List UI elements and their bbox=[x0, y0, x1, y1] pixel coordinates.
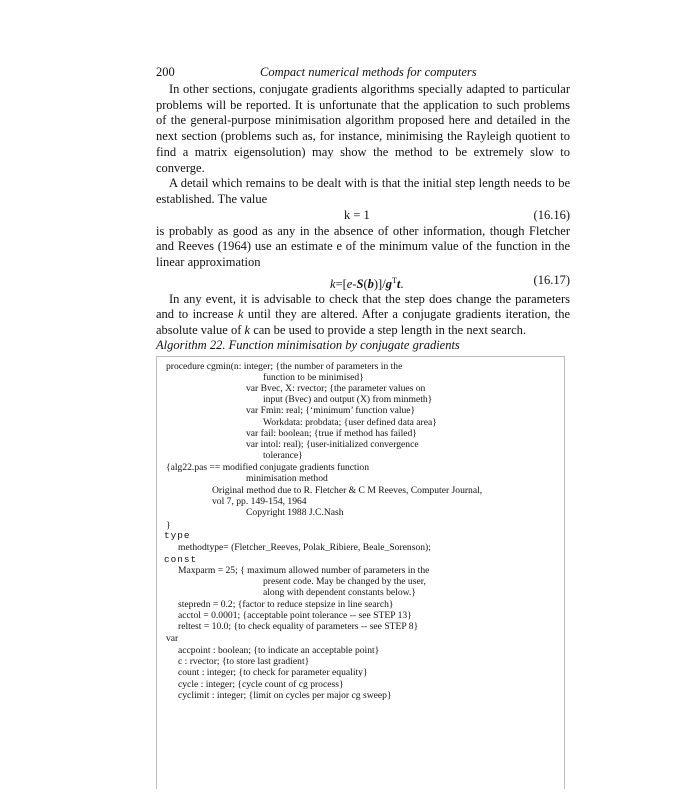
eq-symbol: k bbox=[330, 276, 336, 291]
eq-symbol: )]/ bbox=[373, 276, 386, 291]
code-line: stepredn = 0.2; {factor to reduce stepsize in line search} bbox=[178, 599, 394, 610]
page-number: 200 bbox=[156, 65, 175, 79]
code-line: var intol: real); {user-initialized convergence bbox=[246, 439, 419, 450]
page-header bbox=[156, 64, 570, 80]
code-line: count : integer; {to check for parameter equality} bbox=[178, 667, 368, 678]
equation-expression bbox=[330, 273, 403, 293]
code-line: Original method due to R. Fletcher & C M Reeves, Computer Journal, bbox=[212, 485, 483, 496]
equation-number: (16.16) bbox=[533, 207, 570, 222]
code-line: input (Bvec) and output (X) from minmeth} bbox=[263, 394, 433, 405]
text-run: In any event, it is advisable to check that the step does change the parameters and to increase bbox=[156, 291, 570, 322]
paragraph bbox=[156, 292, 570, 339]
eq-symbol: S bbox=[356, 276, 364, 291]
paragraph: In other sections, conjugate gradients algorithms specially adapted to particular problems will be reported. It is unfortunate that the application to such problems of the general-purpose minimisation algorithm proposed here and detailed in the next section (problems such as, for instance, minimising the Rayleigh quotient to find a matrix eigensolution) may show the method to be extremely slow to converge. bbox=[156, 82, 570, 175]
equation-number: (16.17) bbox=[533, 272, 570, 287]
eq-symbol: e bbox=[346, 276, 353, 291]
eq-symbol: t bbox=[396, 276, 401, 291]
equation-16-16 bbox=[156, 208, 570, 224]
code-line: acctol = 0.0001; {acceptable point tolerance -- see STEP 13} bbox=[178, 610, 412, 621]
code-line: cycle : integer; {cycle count of cg process} bbox=[178, 679, 344, 690]
code-line: cyclimit : integer; {limit on cycles per major cg sweep} bbox=[178, 690, 392, 701]
code-line: Copyright 1988 J.C.Nash bbox=[246, 507, 344, 518]
code-line: c : rvector; {to store last gradient} bbox=[178, 656, 310, 667]
eq-symbol: . bbox=[400, 276, 404, 291]
code-keyword: const bbox=[164, 554, 198, 565]
equation-16-17 bbox=[156, 273, 570, 289]
code-line: present code. May be changed by the user, bbox=[263, 576, 426, 587]
text-run: can be used to provide a step length in the next search. bbox=[250, 323, 527, 338]
code-line: vol 7, pp. 149-154, 1964 bbox=[212, 496, 307, 507]
code-line: function to be minimised} bbox=[263, 372, 364, 383]
code-line: reltest = 10.0; {to check equality of parameters -- see STEP 8} bbox=[178, 621, 419, 632]
code-line: Maxparm = 25; { maximum allowed number of parameters in the bbox=[178, 565, 430, 576]
eq-symbol: b bbox=[367, 276, 374, 291]
code-line: methodtype= (Fletcher_Reeves, Polak_Ribiere, Beale_Sorenson); bbox=[178, 542, 431, 553]
code-line: accpoint : boolean; {to indicate an acceptable point} bbox=[178, 645, 380, 656]
text-run: k bbox=[244, 323, 251, 338]
paragraph: A detail which remains to be dealt with is that the initial step length needs to be established. The value bbox=[156, 176, 570, 206]
algorithm-caption: Algorithm 22. Function minimisation by conjugate gradients bbox=[156, 338, 460, 352]
code-keyword: type bbox=[164, 530, 191, 541]
code-line: tolerance} bbox=[263, 450, 303, 461]
code-line: {alg22.pas == modified conjugate gradients function bbox=[166, 462, 369, 473]
code-line: Workdata: probdata; {user defined data area} bbox=[263, 417, 437, 428]
code-line: var bbox=[166, 633, 179, 644]
text-run: until they are altered. After a conjugate gradients iteration, the absolute value of bbox=[156, 307, 571, 338]
body-text bbox=[156, 82, 570, 339]
code-line: var Fmin: real; {‘minimum’ function value} bbox=[246, 405, 416, 416]
eq-symbol: ( bbox=[363, 276, 368, 291]
text-run: k bbox=[237, 307, 244, 322]
eq-symbol: =[ bbox=[335, 276, 347, 291]
code-line: var fail: boolean; {true if method has failed} bbox=[246, 428, 417, 439]
code-line: procedure cgmin(n: integer; {the number of parameters in the bbox=[166, 361, 403, 372]
code-line: var Bvec, X: rvector; {the parameter values on bbox=[246, 383, 426, 394]
code-line: along with dependent constants below.} bbox=[263, 587, 416, 598]
eq-symbol: - bbox=[352, 276, 357, 291]
eq-symbol: g bbox=[385, 276, 392, 291]
code-line: minimisation method bbox=[246, 473, 328, 484]
code-listing bbox=[156, 356, 565, 789]
running-title: Compact numerical methods for computers bbox=[260, 65, 477, 79]
paragraph: is probably as good as any in the absence of other information, though Fletcher and Reeves (1964) use an estimate e of the minimum value of the function in the linear approximation bbox=[156, 223, 570, 270]
code-line: } bbox=[166, 520, 171, 531]
eq-superscript: T bbox=[391, 275, 397, 285]
equation-expression: k = 1 bbox=[344, 207, 370, 222]
